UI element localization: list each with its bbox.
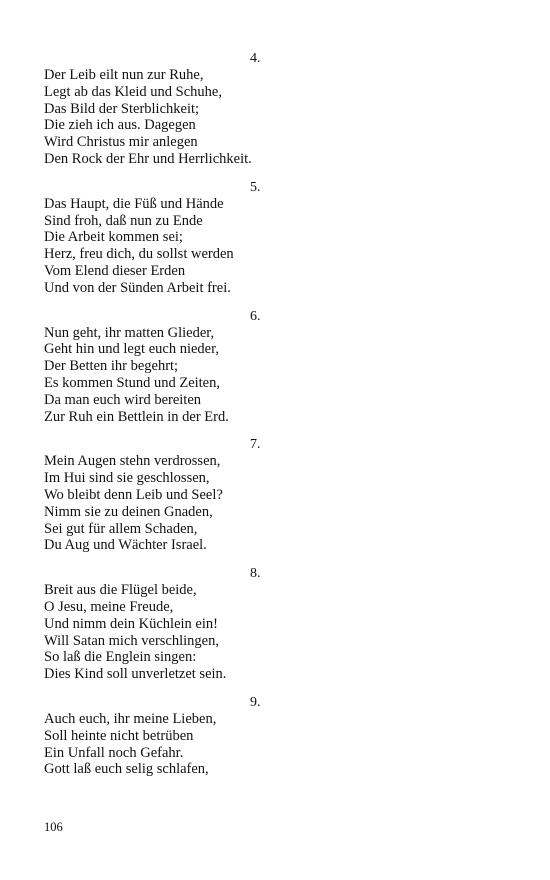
verse-line: Will Satan mich verschlingen, <box>44 632 219 649</box>
stanza-number: 8. <box>250 566 261 582</box>
verse-line: Dies Kind soll unverletzet sein. <box>44 666 227 683</box>
verse-line: O Jesu, meine Freude, <box>44 598 174 615</box>
stanza-number: 7. <box>250 437 261 453</box>
verse-line: Herz, freu dich, du sollst werden <box>44 246 234 263</box>
verse-line: Der Betten ihr begehrt; <box>44 358 179 375</box>
verse-line: Auch euch, ihr meine Lieben, <box>44 710 217 727</box>
verse-line: So laß die Englein singen: <box>44 649 197 666</box>
verse-line: Sind froh, daß nun zu Ende <box>44 212 203 229</box>
verse-line: Wird Christus mir anlegen <box>44 134 198 151</box>
verse-line: Im Hui sind sie geschlossen, <box>44 470 210 487</box>
stanza-9 <box>44 694 504 778</box>
poem-page <box>44 50 504 789</box>
verse-line: Der Leib eilt nun zur Ruhe, <box>44 67 204 83</box>
verse-line: Nimm sie zu deinen Gnaden, <box>44 503 213 520</box>
stanza-number: 5. <box>250 179 261 195</box>
stanza-8 <box>44 565 504 683</box>
verse-line: Vom Elend dieser Erden <box>44 262 186 279</box>
verse-line: Und nimm dein Küchlein ein! <box>44 615 218 632</box>
stanza-number: 4. <box>250 51 261 66</box>
verse-line: Den Rock der Ehr und Herrlichkeit. <box>44 150 252 167</box>
verse-line: Sei gut für allem Schaden, <box>44 520 198 537</box>
verse-line: Das Bild der Sterblichkeit; <box>44 100 200 117</box>
stanza-4 <box>44 50 504 168</box>
verse-line: Wo bleibt denn Leib und Seel? <box>44 486 223 503</box>
verse-line: Die zieh ich aus. Dagegen <box>44 117 196 134</box>
stanza-7 <box>44 436 504 554</box>
verse-line: Gott laß euch selig schlafen, <box>44 761 209 778</box>
stanza-number: 9. <box>250 694 261 710</box>
verse-line: Geht hin und legt euch nieder, <box>44 341 219 358</box>
verse-line: Und von der Sünden Arbeit frei. <box>44 279 231 296</box>
verse-line: Mein Augen stehn verdrossen, <box>44 453 221 470</box>
verse-line: Es kommen Stund und Zeiten, <box>44 374 220 391</box>
verse-line: Die Arbeit kommen sei; <box>44 229 183 246</box>
verse-line: Legt ab das Kleid und Schuhe, <box>44 83 222 100</box>
verse-line: Das Haupt, die Füß und Hände <box>44 195 224 212</box>
verse-line: Soll heinte nicht betrüben <box>44 727 194 744</box>
verse-line: Ein Unfall noch Gefahr. <box>44 744 184 761</box>
verse-line: Du Aug und Wächter Israel. <box>44 537 207 554</box>
stanza-6 <box>44 308 504 426</box>
verse-line: Da man euch wird bereiten <box>44 391 202 408</box>
stanza-5 <box>44 179 504 297</box>
verse-line: Nun geht, ihr matten Glieder, <box>44 324 215 341</box>
verse-line: Breit aus die Flügel beide, <box>44 582 197 599</box>
verse-line: Zur Ruh ein Bettlein in der Erd. <box>44 408 229 425</box>
page-number: 106 <box>44 820 63 834</box>
stanza-number: 6. <box>250 308 261 324</box>
